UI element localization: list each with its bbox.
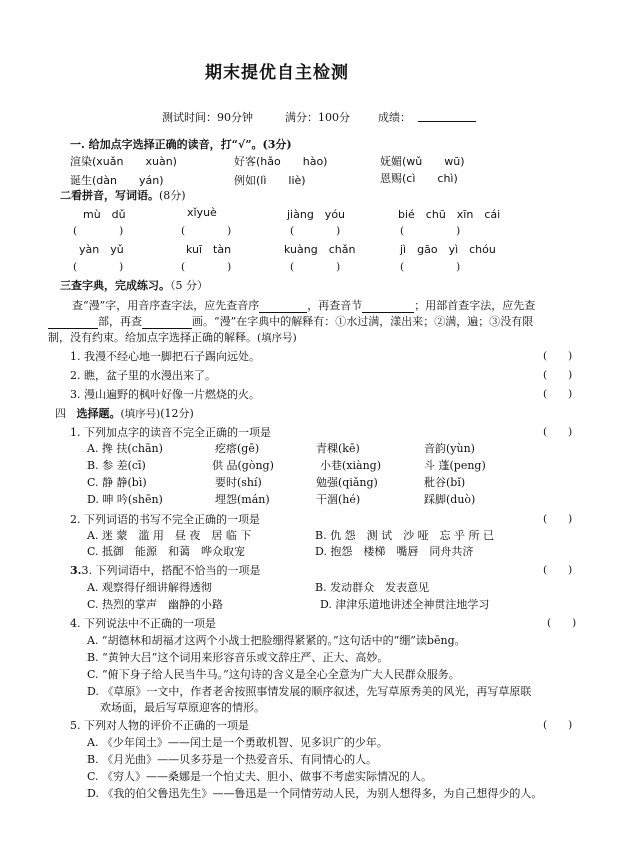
s3-text: 制，没有约束。给加点字选择正确的解释。 — [48, 331, 257, 344]
header-score-blank[interactable] — [418, 109, 476, 122]
s2-pinyin-3: jiàng yóu — [287, 208, 346, 221]
q4-option-d-line-1: D. 《草原》一文中，作者老舍按照事情发展的顺序叙述，先写草原秀美的风光，再写草原联 — [87, 685, 532, 698]
s3-text: 部，再查 — [98, 315, 142, 328]
q3-option-d: D. 津津乐道地讲述全神贯注地学习 — [320, 598, 490, 611]
section-3-title: 三查字典，完成练习。 — [60, 279, 170, 292]
s3-text: 查“漫”字，用音序查字法，应先查音序 — [72, 299, 260, 312]
q5-stem: 5. 下列对人物的评价不正确的一项是 — [70, 719, 249, 732]
s2-pinyin-6: kuī tàn — [186, 243, 232, 256]
q3-option-b: B. 发动群众 发表意见 — [315, 581, 430, 594]
s2-answer-box-7[interactable]: ( ) — [290, 261, 341, 273]
q2-option-c: C. 抵御 能源 和蔼 哗众取宠 — [87, 545, 246, 558]
q1-a-3: 青稞(kē) — [316, 442, 360, 455]
s3-blank-syllable[interactable] — [362, 301, 414, 313]
q1-a-4: 音韵(yùn) — [424, 442, 475, 455]
s2-pinyin-2: xǐyuè — [187, 206, 217, 219]
q4-option-b: B. “黄钟大吕”这个词用来形容音乐或文辞庄严、正大、高妙。 — [87, 651, 389, 664]
q3-answer[interactable]: ( ) — [543, 564, 573, 576]
s3-para-line-3 — [48, 329, 297, 345]
s3-item-3: 3. 漫山遍野的枫叶好像一片燃烧的火。 — [70, 388, 260, 401]
s1-options: (hǎo hào) — [256, 155, 328, 168]
q1-c-3: 勉强(qiǎng) — [316, 476, 378, 489]
q1-answer[interactable]: ( ) — [543, 426, 573, 438]
s2-answer-box-8[interactable]: ( ) — [400, 261, 463, 273]
q2-option-d: D. 抱怨 楼梯 嘴唇 同舟共济 — [315, 545, 474, 558]
s3-blank-radical[interactable] — [48, 317, 98, 329]
q4-option-d-line-2: 欢场面，最后写草原迎客的情形。 — [100, 701, 265, 714]
s3-text: ，再查音节 — [307, 299, 363, 312]
q5-option-c: C. 《穷人》——桑娜是一个怕丈夫、胆小、做事不考虑实际情况的人。 — [87, 770, 433, 783]
s3-para-line-1 — [72, 297, 535, 313]
s3-answer-1[interactable]: ( ) — [543, 350, 573, 362]
q4-option-c: C. “俯下身子给人民当牛马。”这句诗的含义是全心全意为广大人民群众服务。 — [87, 668, 460, 681]
s2-pinyin-8: jì gāo yì chóu — [400, 243, 496, 256]
s1-word: 好客 — [234, 155, 256, 168]
section-1-heading: 一. 给加点字选择正确的读音，打“√”。(3分) — [70, 138, 292, 151]
section-2-title: 二看拼音，写词语。 — [60, 189, 159, 202]
s3-tag: (填序号) — [257, 332, 297, 344]
s3-para-line-2 — [48, 313, 533, 329]
q5-option-b: B. 《月光曲》——贝多芬是一个热爱音乐、有同情心的人。 — [87, 753, 378, 766]
s2-answer-box-4[interactable]: ( ) — [400, 225, 463, 237]
page-title: 期末提优自主检测 — [205, 63, 349, 83]
q5-option-a: A. 《少年闰土》——闰土是一个勇敢机智、见多识广的少年。 — [87, 736, 388, 749]
s2-pinyin-4: bié chū xīn cái — [398, 208, 501, 221]
s1-word: 诞生 — [70, 174, 92, 187]
s3-answer-3[interactable]: ( ) — [543, 388, 573, 400]
q1-d-4: 踩脚(duò) — [424, 493, 476, 506]
s1-item-1[interactable] — [70, 153, 177, 169]
q5-option-d: D. 《我的伯父鲁迅先生》——鲁迅是一个同情劳动人民，为别人想得多，为自己想得少的人。 — [87, 787, 543, 800]
s2-answer-box-5[interactable]: ( ) — [73, 261, 124, 273]
q1-b-3: 小巷(xiàng) — [320, 459, 381, 472]
section-3-points: （5 分） — [170, 279, 208, 292]
s1-item-2[interactable] — [234, 153, 327, 169]
q5-answer[interactable]: ( ) — [543, 719, 573, 731]
s1-item-3[interactable] — [380, 153, 465, 169]
q4-stem: 4. 下列说法中不正确的一项是 — [70, 617, 216, 630]
s3-item-1: 1. 我漫不经心地一脚把石子踢向远处。 — [70, 350, 260, 363]
s3-answer-2[interactable]: ( ) — [543, 369, 573, 381]
header-time: 测试时间：90分钟 — [162, 111, 253, 124]
s3-text: ；用部首查字法，应先查 — [414, 299, 536, 312]
q1-c-4: 秕谷(bǐ) — [424, 476, 466, 489]
q3-option-a: A. 观察得仔细讲解得透彻 — [87, 581, 212, 594]
s1-options: (wǔ wū) — [402, 155, 465, 168]
section-4-number: 四 — [55, 407, 66, 420]
s3-item-2: 2. 瞧，盆子里的水漫出来了。 — [70, 369, 216, 382]
s1-options: (cì chì) — [402, 172, 458, 185]
s2-answer-box-2[interactable]: ( ) — [181, 225, 232, 237]
section-4-heading — [55, 405, 194, 421]
s2-answer-box-3[interactable]: ( ) — [290, 225, 341, 237]
s1-item-5[interactable] — [234, 172, 306, 188]
q2-stem: 2. 下列词语的书写不完全正确的一项是 — [70, 513, 260, 526]
q2-answer[interactable]: ( ) — [543, 513, 573, 525]
q2-option-b: B. 仇 怨 测 试 沙 哑 忘 乎 所 已 — [315, 529, 495, 542]
q4-option-a: A. “胡德林和胡福才这两个小战士把脸绷得紧紧的。”这句话中的“绷”读bēng。 — [87, 634, 466, 647]
s2-pinyin-5: yàn yǔ — [79, 243, 124, 256]
s1-item-6[interactable] — [380, 170, 458, 186]
q1-a-1: A. 搀 扶(chān) — [87, 442, 163, 455]
s1-word: 渲染 — [70, 155, 92, 168]
s1-options: (xuǎn xuàn) — [92, 155, 177, 168]
q3-stem-text: 3. 下列词语中，搭配不恰当的一项是 — [81, 564, 261, 577]
q2-option-a: A. 迷 蒙 滥 用 昼 夜 居 临 下 — [87, 529, 252, 542]
header-score-label: 成绩： — [378, 111, 411, 124]
section-2-heading — [60, 187, 186, 203]
s3-text: 画。“漫”在字典中的解释有：①水过满，漾出来；②满，遍；③没有限 — [192, 315, 534, 328]
q1-b-2: 供 品(gòng) — [212, 459, 274, 472]
section-4-title: 选择题。 — [76, 407, 121, 420]
q1-d-3: 干涸(hé) — [316, 493, 361, 506]
q1-stem: 1. 下列加点字的读音不完全正确的一项是 — [70, 426, 271, 439]
s1-word: 恩赐 — [380, 172, 402, 185]
q3-stem: 3.3. 下列词语中，搭配不恰当的一项是 — [70, 564, 261, 577]
q1-a-2: 疙瘩(gē) — [215, 442, 260, 455]
s1-item-4[interactable] — [70, 172, 164, 188]
section-4-tag: (填序号) — [120, 408, 161, 420]
q1-c-2: 要时(shí) — [215, 476, 262, 489]
s1-options: (lì liè) — [256, 174, 306, 187]
q1-d-2: 埋怨(mán) — [215, 493, 270, 506]
section-2-points: (8分) — [159, 189, 186, 202]
section-3-heading — [60, 277, 208, 293]
s1-word: 妩媚 — [380, 155, 402, 168]
s1-word: 例如 — [234, 174, 256, 187]
q1-c-1: C. 静 静(bì) — [87, 476, 147, 489]
q1-b-4: 斗 蓬(peng) — [424, 459, 486, 472]
q1-b-1: B. 参 差(cī) — [87, 459, 146, 472]
s3-blank-syllable-letter[interactable] — [259, 301, 307, 313]
s2-answer-box-1[interactable]: ( ) — [73, 225, 124, 237]
s2-answer-box-6[interactable]: ( ) — [181, 261, 232, 273]
s2-pinyin-1: mù dǔ — [83, 208, 126, 221]
s1-options: (dàn yán) — [92, 174, 164, 187]
section-4-points: (12分) — [160, 407, 194, 420]
q1-d-1: D. 呻 吟(shēn) — [87, 493, 163, 506]
s3-blank-strokes[interactable] — [142, 317, 192, 329]
s2-pinyin-7: kuàng chǎn — [284, 243, 356, 256]
q4-answer[interactable]: ( ) — [547, 617, 577, 629]
header-full-score: 满分：100分 — [285, 111, 350, 124]
q3-option-c: C. 热烈的掌声 幽静的小路 — [87, 598, 224, 611]
